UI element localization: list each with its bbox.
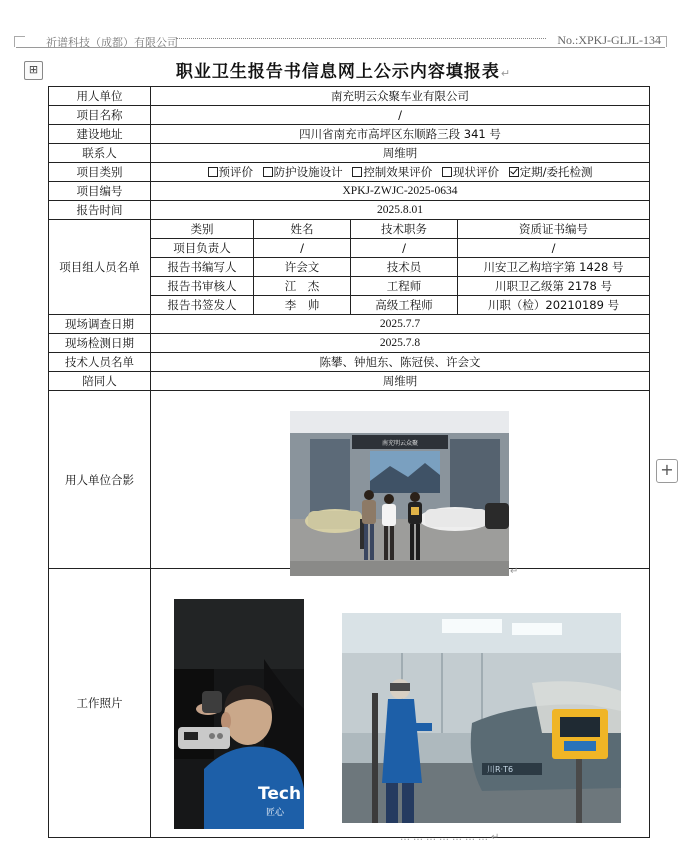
header-doc-number: No.:XPKJ-GLJL-134	[557, 33, 661, 47]
team-name[interactable]: 江 杰	[254, 277, 351, 296]
work-photo-booth-image	[342, 613, 621, 823]
team-label: 项目组人员名单	[49, 220, 151, 315]
option-pre-evaluation[interactable]: 预评价	[208, 165, 254, 179]
checkbox-icon[interactable]	[208, 167, 218, 177]
employer-value[interactable]: 南充明云众聚车业有限公司	[151, 87, 650, 106]
option-control-evaluation[interactable]: 控制效果评价	[352, 165, 432, 179]
team-title[interactable]: 高级工程师	[351, 296, 458, 315]
page-title	[0, 57, 687, 82]
test-date-label: 现场检测日期	[49, 334, 151, 353]
table-row	[49, 220, 650, 239]
table-row	[49, 372, 650, 391]
group-photo[interactable]	[290, 411, 509, 576]
group-photo-label: 用人单位合影	[49, 391, 151, 569]
table-row	[49, 106, 650, 125]
option-status-evaluation[interactable]: 现状评价	[442, 165, 499, 179]
table-row	[49, 201, 650, 220]
table-row	[49, 315, 650, 334]
table-row	[49, 144, 650, 163]
project-no-value[interactable]: XPKJ-ZWJC-2025-0634	[151, 182, 650, 201]
table-row	[49, 87, 650, 106]
header-rule	[16, 47, 665, 48]
team-name[interactable]: /	[254, 239, 351, 258]
team-header-name: 姓名	[254, 220, 351, 239]
work-photo-technician[interactable]	[174, 599, 304, 829]
team-header-role: 类别	[151, 220, 254, 239]
checkbox-icon[interactable]	[442, 167, 452, 177]
device-plate: 川R·T6	[487, 765, 514, 774]
paragraph-mark: ↵	[510, 566, 519, 577]
project-type-label: 项目类别	[49, 163, 151, 182]
move-handle-icon[interactable]: ⊞	[24, 61, 43, 80]
team-name[interactable]: 许会文	[254, 258, 351, 277]
work-photos-label: 工作照片	[49, 569, 151, 838]
checkbox-icon[interactable]	[352, 167, 362, 177]
project-name-value[interactable]: /	[151, 106, 650, 125]
technicians-value[interactable]: 陈攀、钟旭东、陈冠侯、许会文	[151, 353, 650, 372]
team-cert[interactable]: 川安卫乙构培字第 1428 号	[458, 258, 650, 277]
option-periodic-testing[interactable]: 定期/委托检测	[509, 165, 593, 179]
team-cert[interactable]: /	[458, 239, 650, 258]
team-title[interactable]: 工程师	[351, 277, 458, 296]
project-no-label: 项目编号	[49, 182, 151, 201]
report-time-value[interactable]: 2025.8.01	[151, 201, 650, 220]
team-header-cert: 资质证书编号	[458, 220, 650, 239]
team-role: 报告书编写人	[151, 258, 254, 277]
team-role: 报告书签发人	[151, 296, 254, 315]
address-label: 建设地址	[49, 125, 151, 144]
team-role: 报告书审核人	[151, 277, 254, 296]
table-row	[49, 163, 650, 182]
paragraph-mark: ↵	[500, 67, 512, 80]
technicians-label: 技术人员名单	[49, 353, 151, 372]
checkbox-checked-icon[interactable]	[509, 167, 519, 177]
contact-label: 联系人	[49, 144, 151, 163]
table-row	[49, 125, 650, 144]
project-type-options	[151, 163, 650, 182]
employer-label: 用人单位	[49, 87, 151, 106]
plus-icon[interactable]: +	[656, 459, 678, 483]
table-row	[49, 353, 650, 372]
team-name[interactable]: 李 帅	[254, 296, 351, 315]
table-row	[49, 182, 650, 201]
work-photo-booth[interactable]	[342, 613, 621, 823]
shirt-sub-logo: 匠心	[266, 808, 285, 818]
project-name-label: 项目名称	[49, 106, 151, 125]
footer-dotted-mark: …………………↵	[400, 832, 503, 843]
survey-date-label: 现场调查日期	[49, 315, 151, 334]
title-text: 职业卫生报告书信息网上公示内容填报表	[175, 62, 500, 82]
contact-value[interactable]: 周维明	[151, 144, 650, 163]
checkbox-icon[interactable]	[263, 167, 273, 177]
page-corner-mark	[14, 36, 25, 47]
address-value[interactable]: 四川省南充市高坪区东顺路三段 341 号	[151, 125, 650, 144]
companion-label: 陪同人	[49, 372, 151, 391]
companion-value[interactable]: 周维明	[151, 372, 650, 391]
team-title[interactable]: 技术员	[351, 258, 458, 277]
report-time-label: 报告时间	[49, 201, 151, 220]
storefront-sign: 南充明云众聚	[381, 440, 419, 447]
team-cert[interactable]: 川职卫乙级第 2178 号	[458, 277, 650, 296]
test-date-value[interactable]: 2025.7.8	[151, 334, 650, 353]
work-photo-technician-image	[174, 599, 304, 829]
team-header-title: 技术职务	[351, 220, 458, 239]
survey-date-value[interactable]: 2025.7.7	[151, 315, 650, 334]
shirt-logo: Tech	[258, 784, 302, 804]
header-dotted-line	[176, 38, 546, 39]
table-row	[49, 334, 650, 353]
team-title[interactable]: /	[351, 239, 458, 258]
team-role: 项目负责人	[151, 239, 254, 258]
page-corner-mark	[656, 36, 667, 47]
header-company: 祈谱科技（成都）有限公司	[46, 36, 178, 49]
team-cert[interactable]: 川职（检）20210189 号	[458, 296, 650, 315]
group-photo-image	[290, 411, 509, 576]
option-protection-design[interactable]: 防护设施设计	[263, 165, 343, 179]
